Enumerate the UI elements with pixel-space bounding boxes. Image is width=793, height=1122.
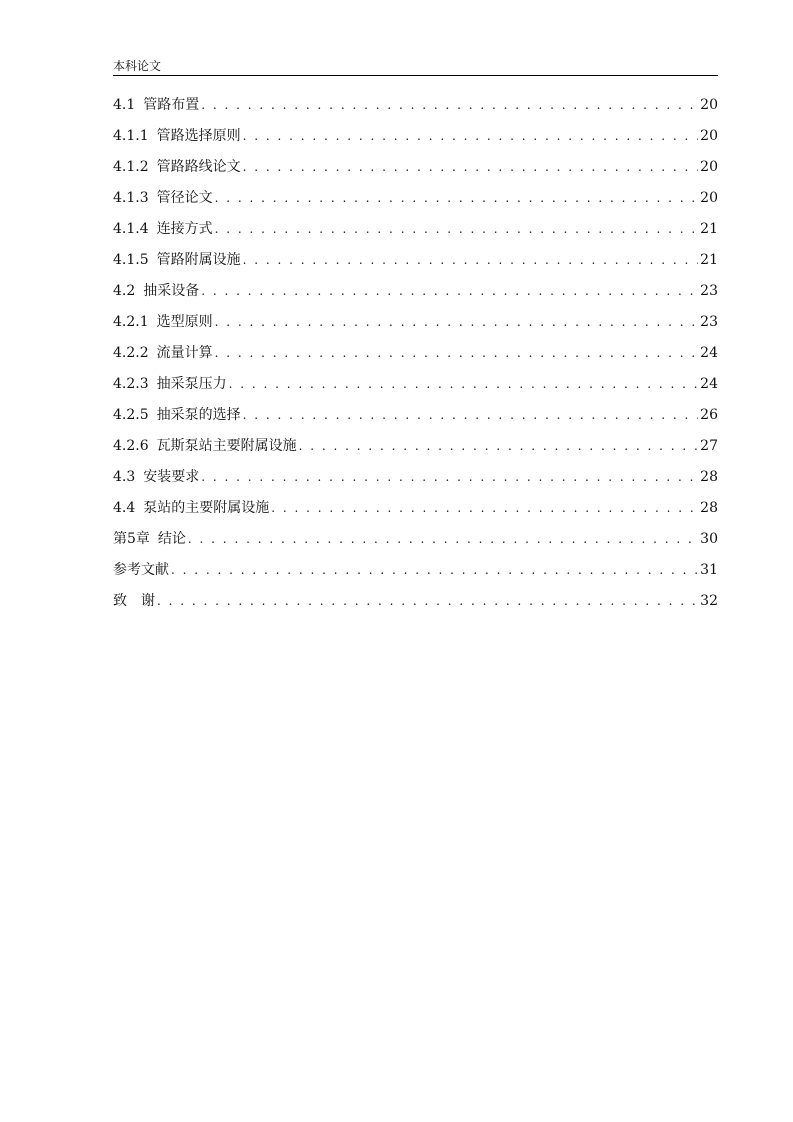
- toc-leader-dots: [243, 250, 699, 270]
- toc-entry-text: 连接方式: [156, 221, 213, 237]
- toc-entry-number: 4.1.1: [113, 128, 149, 144]
- toc-entry[interactable]: [113, 498, 718, 529]
- toc-entry[interactable]: [113, 188, 718, 219]
- toc-entry[interactable]: [113, 467, 718, 498]
- toc-entry-title: [113, 188, 213, 208]
- toc-entry-number: 4.1.2: [113, 159, 149, 175]
- toc-page-number: 31: [700, 562, 718, 578]
- toc-page-number: 21: [700, 252, 718, 268]
- toc-entry[interactable]: [113, 126, 718, 157]
- toc-entry[interactable]: [113, 560, 718, 591]
- toc-entry-number: 4.2.1: [113, 314, 149, 330]
- toc-entry[interactable]: [113, 281, 718, 312]
- toc-entry-title: [113, 219, 213, 239]
- toc-page-number: 20: [700, 190, 718, 206]
- toc-entry-text: 抽采设备: [143, 283, 200, 299]
- toc-entry-text: 抽采泵压力: [156, 376, 227, 392]
- toc-leader-dots: [271, 498, 698, 518]
- toc-entry-title: [113, 312, 213, 332]
- toc-entry-text: 结论: [157, 531, 186, 547]
- toc-entry-number: 第5章: [113, 531, 150, 547]
- toc-leader-dots: [215, 343, 699, 363]
- toc-entry-text: 管径论文: [156, 190, 213, 206]
- toc-page-number: 24: [700, 345, 718, 361]
- toc-entry-text: 管路附属设施: [156, 252, 241, 268]
- toc-entry-title: [113, 467, 199, 487]
- toc-leader-dots: [243, 126, 699, 146]
- toc-entry-number: 4.2.3: [113, 376, 149, 392]
- toc-entry-number: 4.2.2: [113, 345, 149, 361]
- toc-entry-title: [113, 157, 241, 177]
- toc-entry-number: 4.1.4: [113, 221, 149, 237]
- toc-leader-dots: [201, 95, 698, 115]
- toc-entry-number: 4.3: [113, 469, 136, 485]
- toc-leader-dots: [229, 374, 699, 394]
- toc-entry-title: [113, 529, 186, 549]
- toc-page-number: 21: [700, 221, 718, 237]
- toc-entry-title: [113, 126, 241, 146]
- toc-entry[interactable]: [113, 250, 718, 281]
- toc-entry-title: [113, 591, 155, 611]
- toc-page-number: 20: [700, 159, 718, 175]
- toc-entry-text: 管路选择原则: [156, 128, 241, 144]
- toc-entry[interactable]: [113, 219, 718, 250]
- toc-leader-dots: [171, 560, 698, 580]
- toc-entry[interactable]: [113, 374, 718, 405]
- toc-entry-title: [113, 436, 297, 456]
- toc-entry[interactable]: [113, 405, 718, 436]
- toc-page-number: 24: [700, 376, 718, 392]
- toc-entry-text: 管路路线论文: [156, 159, 241, 175]
- toc-leader-dots: [215, 312, 699, 332]
- toc-entry-title: [113, 343, 213, 363]
- toc-entry-text: 瓦斯泵站主要附属设施: [156, 438, 297, 454]
- toc-page-number: 26: [700, 407, 718, 423]
- toc-entry-text: 流量计算: [156, 345, 213, 361]
- toc-entry-text: 参考文献: [113, 562, 169, 578]
- header-title: 本科论文: [113, 59, 162, 73]
- toc-leader-dots: [201, 467, 698, 487]
- toc-leader-dots: [188, 529, 698, 549]
- toc-entry[interactable]: [113, 157, 718, 188]
- toc-page-number: 27: [700, 438, 718, 454]
- toc-entry-number: 4.1.5: [113, 252, 149, 268]
- toc-entry-title: [113, 374, 227, 394]
- toc-entry-text: 选型原则: [156, 314, 213, 330]
- toc-entry-text: 安装要求: [143, 469, 200, 485]
- toc-page-number: 28: [700, 500, 718, 516]
- toc-entry[interactable]: [113, 529, 718, 560]
- toc-page-number: 28: [700, 469, 718, 485]
- toc-entry-title: [113, 498, 269, 518]
- toc-leader-dots: [243, 405, 699, 425]
- toc-entry-title: [113, 405, 241, 425]
- toc-entry-text: 致 谢: [113, 593, 155, 609]
- toc-leader-dots: [299, 436, 699, 456]
- toc-entry-text: 泵站的主要附属设施: [143, 500, 270, 516]
- toc-page-number: 23: [700, 314, 718, 330]
- toc-page-number: 20: [700, 128, 718, 144]
- toc-page-number: 32: [700, 593, 718, 609]
- toc-leader-dots: [215, 188, 699, 208]
- toc-leader-dots: [215, 219, 699, 239]
- toc-entry-text: 管路布置: [143, 97, 200, 113]
- toc-leader-dots: [157, 591, 698, 611]
- toc-entry-text: 抽采泵的选择: [156, 407, 241, 423]
- toc-entry-number: 4.2.5: [113, 407, 149, 423]
- toc-entry-title: [113, 560, 169, 580]
- toc-entry-title: [113, 281, 199, 301]
- toc-entry-number: 4.4: [113, 500, 136, 516]
- toc-page-number: 30: [700, 531, 718, 547]
- toc-entry-number: 4.2.6: [113, 438, 149, 454]
- toc-page-number: 23: [700, 283, 718, 299]
- toc-entry[interactable]: [113, 95, 718, 126]
- toc-entry[interactable]: [113, 343, 718, 374]
- toc-entry-title: [113, 250, 241, 270]
- toc-entry-number: 4.1.3: [113, 190, 149, 206]
- toc-leader-dots: [243, 157, 699, 177]
- toc-entry[interactable]: [113, 436, 718, 467]
- toc-entry-number: 4.1: [113, 97, 136, 113]
- toc-page-number: 20: [700, 97, 718, 113]
- toc-entry-number: 4.2: [113, 283, 136, 299]
- toc-entry[interactable]: [113, 312, 718, 343]
- toc-entry-title: [113, 95, 199, 115]
- page-header: [113, 58, 718, 76]
- toc-entry[interactable]: [113, 591, 718, 622]
- table-of-contents: [113, 95, 718, 622]
- toc-leader-dots: [201, 281, 698, 301]
